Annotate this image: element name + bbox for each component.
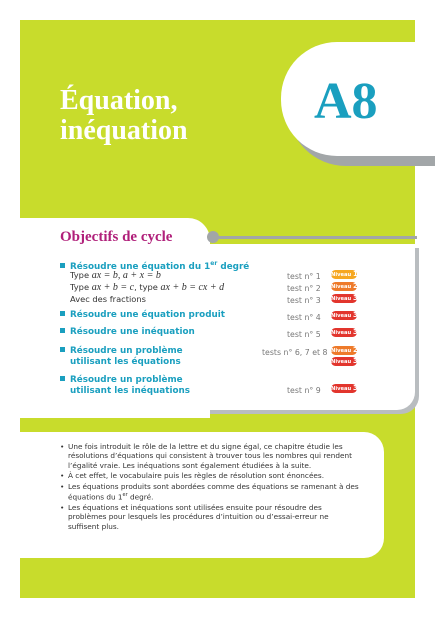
square-bullet-icon	[60, 328, 65, 333]
square-bullet-icon	[60, 347, 65, 352]
level-badge: Niveau 2	[331, 346, 358, 354]
bullet-icon: •	[60, 471, 65, 481]
chapter-title-line1: Équation,	[60, 85, 178, 116]
objective-heading-equation-1st-degree: Résoudre une équation du 1er degré	[60, 258, 249, 273]
objective-heading-problem-equations: Résoudre un problème utilisant les équations	[60, 346, 183, 368]
level-badge: Niveau 3	[331, 294, 358, 302]
objective-heading-inequation: Résoudre une inéquation	[60, 327, 195, 338]
objective-heading-problem-inequations: Résoudre un problème utilisant les inéquations	[60, 375, 190, 397]
objectives-divider-dot	[207, 231, 219, 243]
objective-item: Type ax = b, a + x = b	[70, 270, 161, 281]
bullet-icon: •	[60, 442, 65, 451]
objectives-divider	[214, 236, 417, 239]
test-reference: test n° 5	[287, 330, 321, 339]
note-item: • À cet effet, le vocabulaire puis les règles de résolution sont énoncées.	[60, 471, 325, 481]
chapter-code: A8	[314, 73, 378, 130]
bullet-icon: •	[60, 481, 65, 491]
level-badge: Niveau 1	[331, 270, 358, 278]
objective-item: Avec des fractions	[70, 294, 146, 304]
level-badge: Niveau 3	[331, 357, 358, 365]
level-badge: Niveau 3	[331, 328, 358, 336]
square-bullet-icon	[60, 263, 65, 268]
test-reference: tests n° 6, 7 et 8	[262, 348, 328, 357]
bullet-icon: •	[60, 502, 65, 512]
objective-heading-equation-product: Résoudre une équation produit	[60, 310, 225, 321]
test-reference: test n° 4	[287, 313, 321, 322]
level-badge: Niveau 3	[331, 311, 358, 319]
level-badge: Niveau 2	[331, 282, 358, 290]
objective-item: Type ax + b = c, type ax + b = cx + d	[70, 282, 225, 293]
chapter-title	[60, 86, 188, 146]
note-item: • Les équations et inéquations sont utilisées ensuite pour résoudre des problèmes pour lesquels les procédures d’intuition ou d’essai-erreur ne suffisent plus.	[60, 502, 329, 531]
note-item: • Les équations produits sont abordées comme des équations se ramenant à des équations du 1er degré.	[60, 481, 359, 502]
square-bullet-icon	[60, 311, 65, 316]
square-bullet-icon	[60, 376, 65, 381]
test-reference: test n° 2	[287, 284, 321, 293]
notes-list	[60, 442, 360, 532]
objectives-heading: Objectifs de cycle	[60, 229, 173, 245]
test-reference: test n° 9	[287, 386, 321, 395]
test-reference: test n° 3	[287, 296, 321, 305]
chapter-title-line2: inéquation	[60, 115, 188, 146]
notes-panel	[20, 432, 384, 558]
note-item: • Une fois introduit le rôle de la lettre et du signe égal, ce chapitre étudie les résolutions d’équations qui consistent à trouver tous les nombres qui rendent l’égalité vraie. Les inéquations sont également étudiées à la suite.	[60, 442, 352, 470]
level-badge: Niveau 3	[331, 384, 358, 392]
test-reference: test n° 1	[287, 272, 321, 281]
